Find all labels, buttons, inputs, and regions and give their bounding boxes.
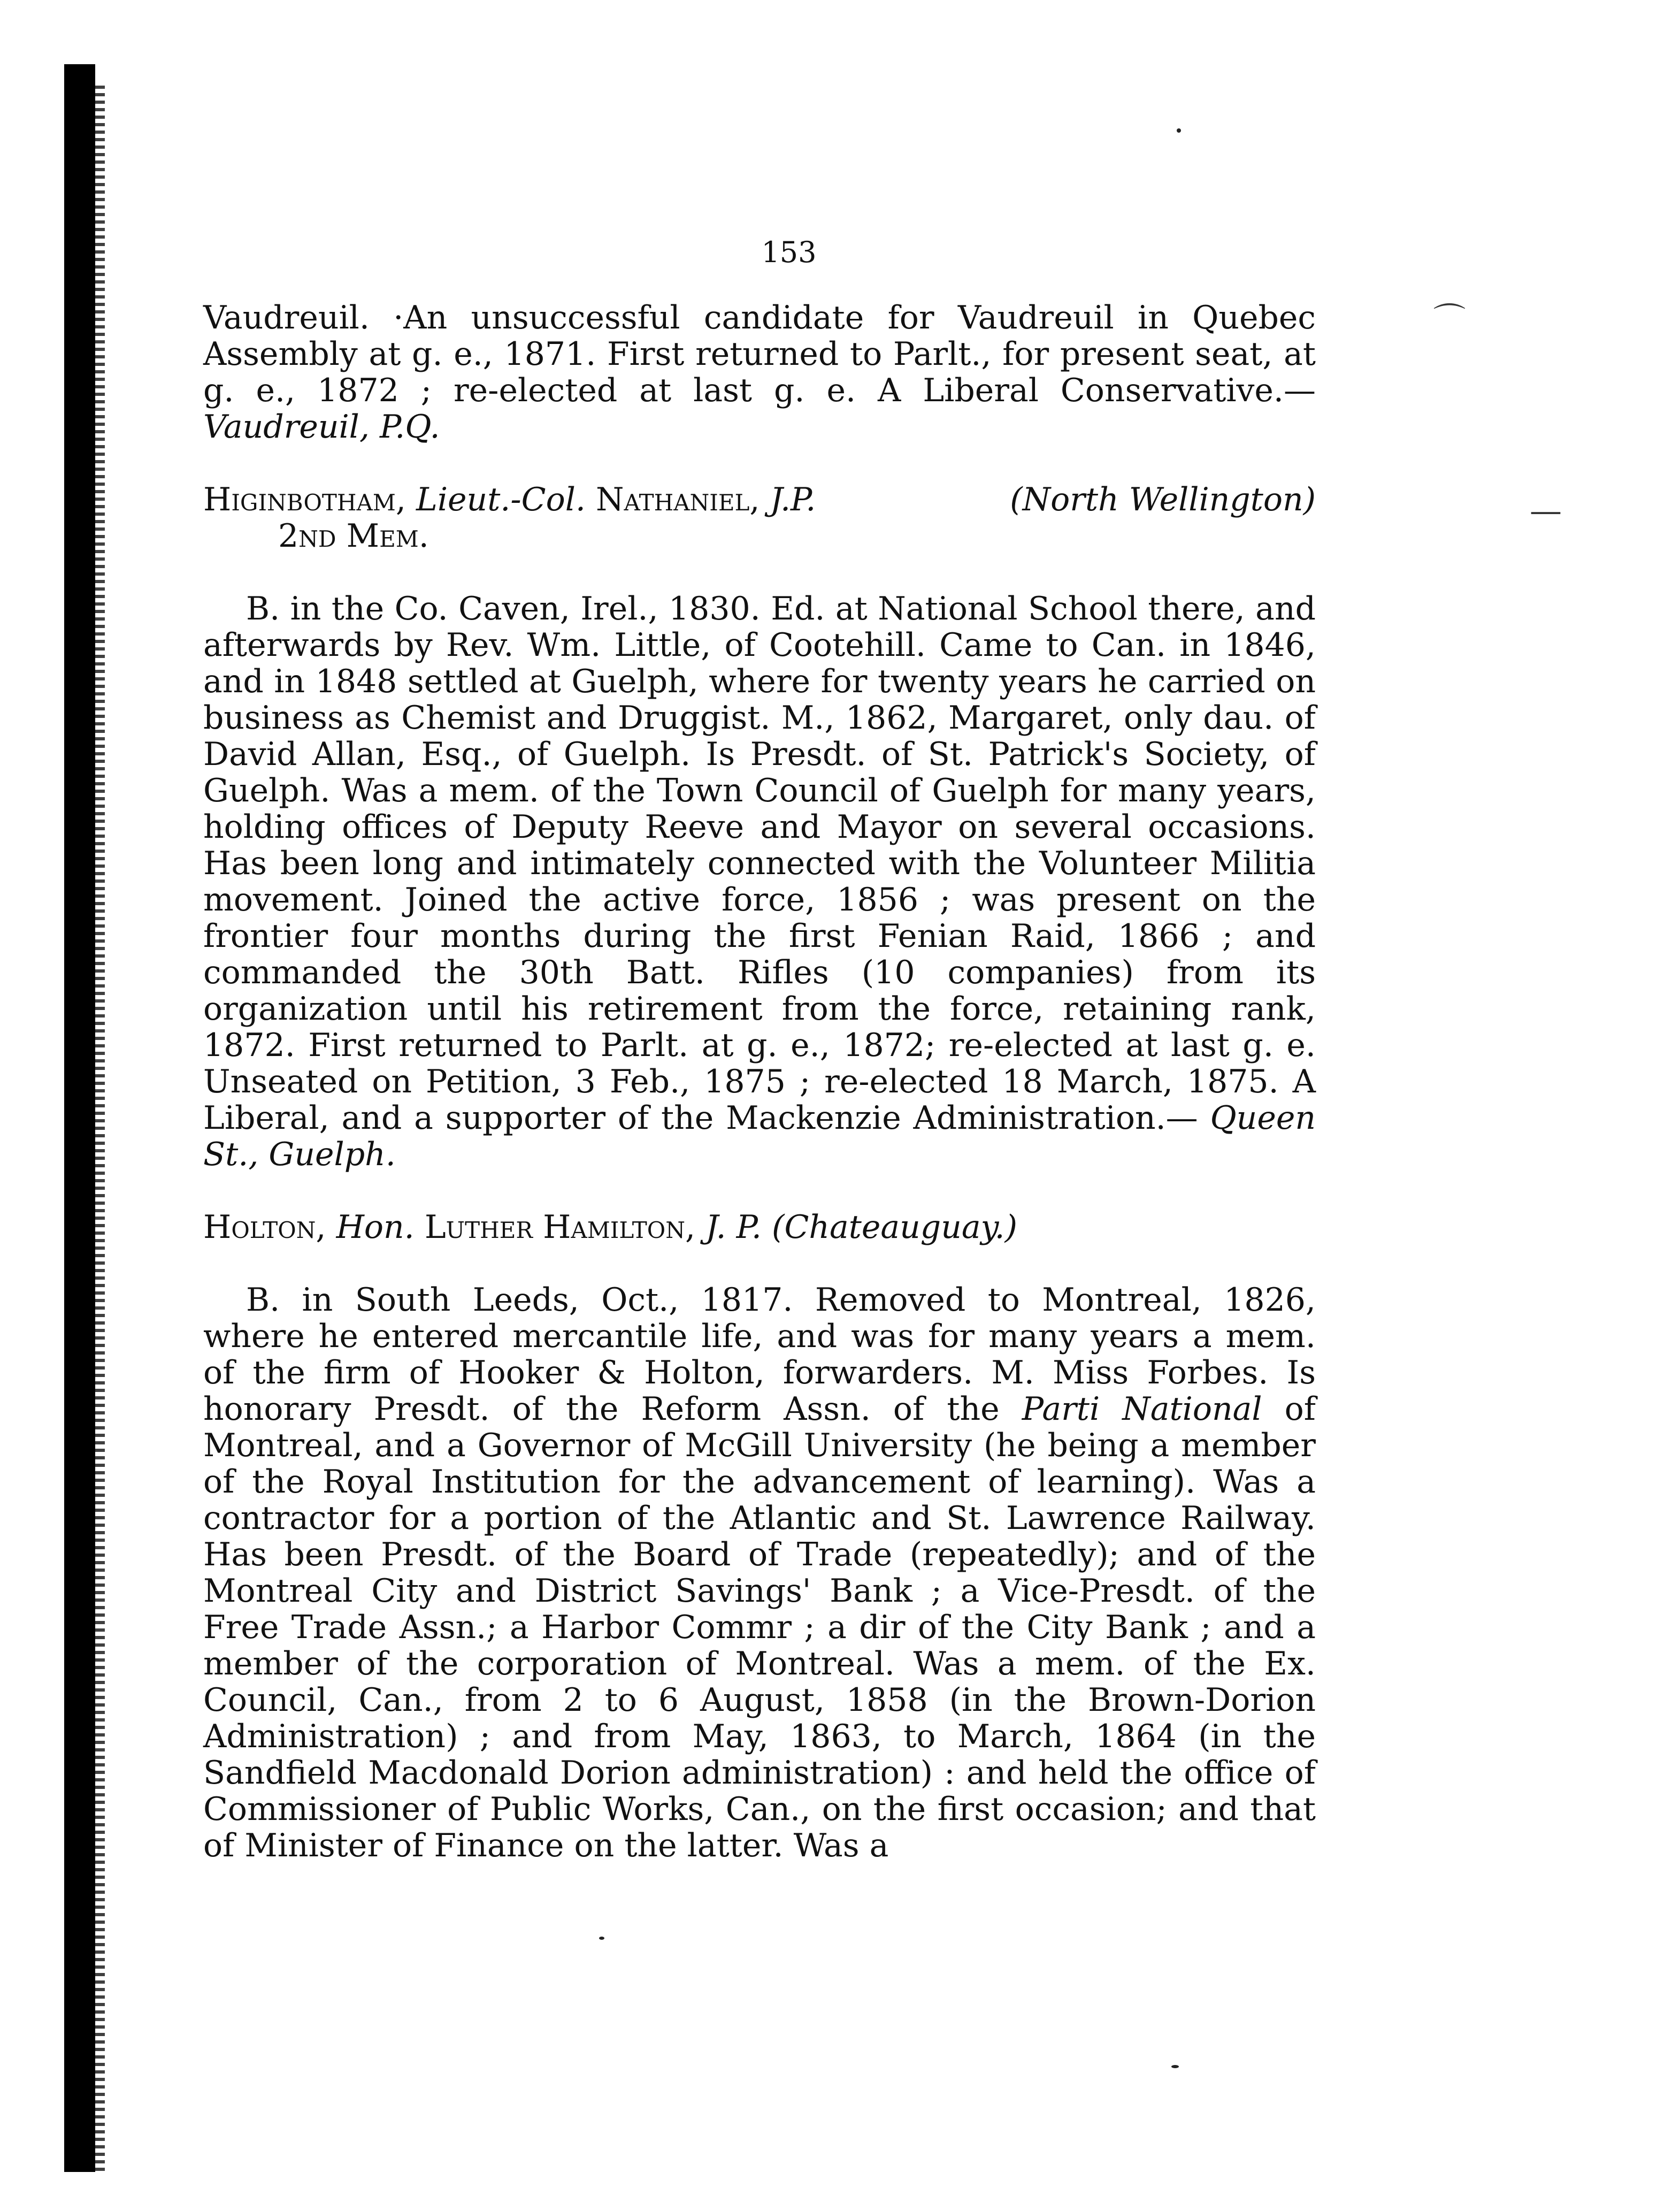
body-text-part1: B. in South Leeds, Oct., 1817. Removed to Montreal, 1826, where he entered mercantile life, and was for many years a mem. of the firm of Hooker & Holton, forwarders. M. Miss Forbes. Is honorary Presdt. of the Reform Assn. of the	[203, 1281, 1316, 1428]
spacer	[203, 554, 1316, 591]
entry-body-holton	[203, 1282, 1316, 1864]
heading-title: Hon.	[336, 1208, 415, 1246]
scan-speck	[1171, 2065, 1179, 2068]
scan-speck	[599, 1937, 604, 1940]
body-text: B. in the Co. Caven, Irel., 1830. Ed. at National School there, and afterwards by Rev. Wm. Little, of Cootehill. Came to Can. in 1846, and in 1848 settled at Guelph, where for twenty years he carried on business as Chemist and Druggist. M., 1862, Margaret, only dau. of David Allan, Esq., of Guelph. Is Presdt. of St. Patrick's Society, of Guelph. Was a mem. of the Town Council of Guelph for many years, holding offices of Deputy Reeve and Mayor on several occasions. Has been long and intimately connected with the Volunteer Militia movement. Joined the active force, 1856 ; was present on the frontier four months during the first Fenian Raid, 1866 ; and commanded the 30th Batt. Rifles (10 companies) from its organization until his retirement from the force, retaining rank, 1872. First returned to Parlt. at g. e., 1872; re-elected at last g. e. Unseated on Petition, 3 Feb., 1875 ; re-elected 18 March, 1875. A Liberal, and a supporter of the Mackenzie Administration.—	[203, 590, 1316, 1137]
heading-surname: Holton,	[203, 1208, 326, 1246]
entry-body-higinbotham	[203, 591, 1316, 1173]
heading-surname: Higinbotham,	[203, 481, 406, 518]
margin-pencil-mark: ⌒	[1433, 301, 1466, 339]
margin-dash: —	[1530, 492, 1562, 530]
entry-heading-holton	[203, 1209, 1316, 1245]
continuation-residence: Vaudreuil, P.Q.	[203, 408, 440, 446]
scan-binding-shadow	[95, 86, 105, 2172]
continuation-text: Vaudreuil. ·An unsuccessful candidate for Vaudreuil in Quebec Assembly at g. e., 1871. First returned to Parlt., for present seat, at g. e., 1872 ; re-elected at last g. e. A Liberal Conservative.—	[203, 299, 1316, 409]
heading-riding: (North Wellington)	[1010, 481, 1316, 518]
entry-continuation	[203, 300, 1316, 445]
heading-honour: J. P.	[705, 1208, 762, 1246]
body-text-italic: Parti National	[1022, 1390, 1262, 1428]
entry-heading-higinbotham	[203, 481, 1316, 554]
body-text-part2: of Montreal, and a Governor of McGill University (he being a member of the Royal Institution for the advancement of learning). Was a contractor for a portion of the Atlantic and St. Lawrence Railway. Has been Presdt. of the Board of Trade (repeatedly); and of the Montreal City and District Savings' Bank ; a Vice-Presdt. of the Free Trade Assn.; a Harbor Commr ; a dir of the City Bank ; and a member of the corporation of Montreal. Was a mem. of the Ex. Council, Can., from 2 to 6 August, 1858 (in the Brown-Dorion Administration) ; and from May, 1863, to March, 1864 (in the Sandfield Macdonald Dorion administration) : and held the office of Commissioner of Public Works, Can., on the first occasion; and that of Minister of Finance on the latter. Was a	[203, 1390, 1316, 1864]
body-residence: Queen St., Guelph.	[203, 1099, 1316, 1173]
heading-member-note: 2nd Mem.	[278, 517, 429, 555]
page-number: 153	[761, 235, 817, 269]
spacer	[203, 1173, 1316, 1209]
scan-binding-edge	[64, 64, 95, 2172]
heading-given-name: Nathaniel,	[596, 481, 760, 518]
spacer	[203, 445, 1316, 481]
page-body	[203, 300, 1316, 1864]
spacer	[203, 1245, 1316, 1282]
heading-riding: (Chateauguay.)	[772, 1208, 1018, 1246]
scan-speck	[1177, 128, 1181, 133]
heading-honour: J.P.	[770, 481, 816, 518]
heading-given-name: Luther Hamilton,	[424, 1208, 696, 1246]
heading-rank: Lieut.-Col.	[416, 481, 586, 518]
